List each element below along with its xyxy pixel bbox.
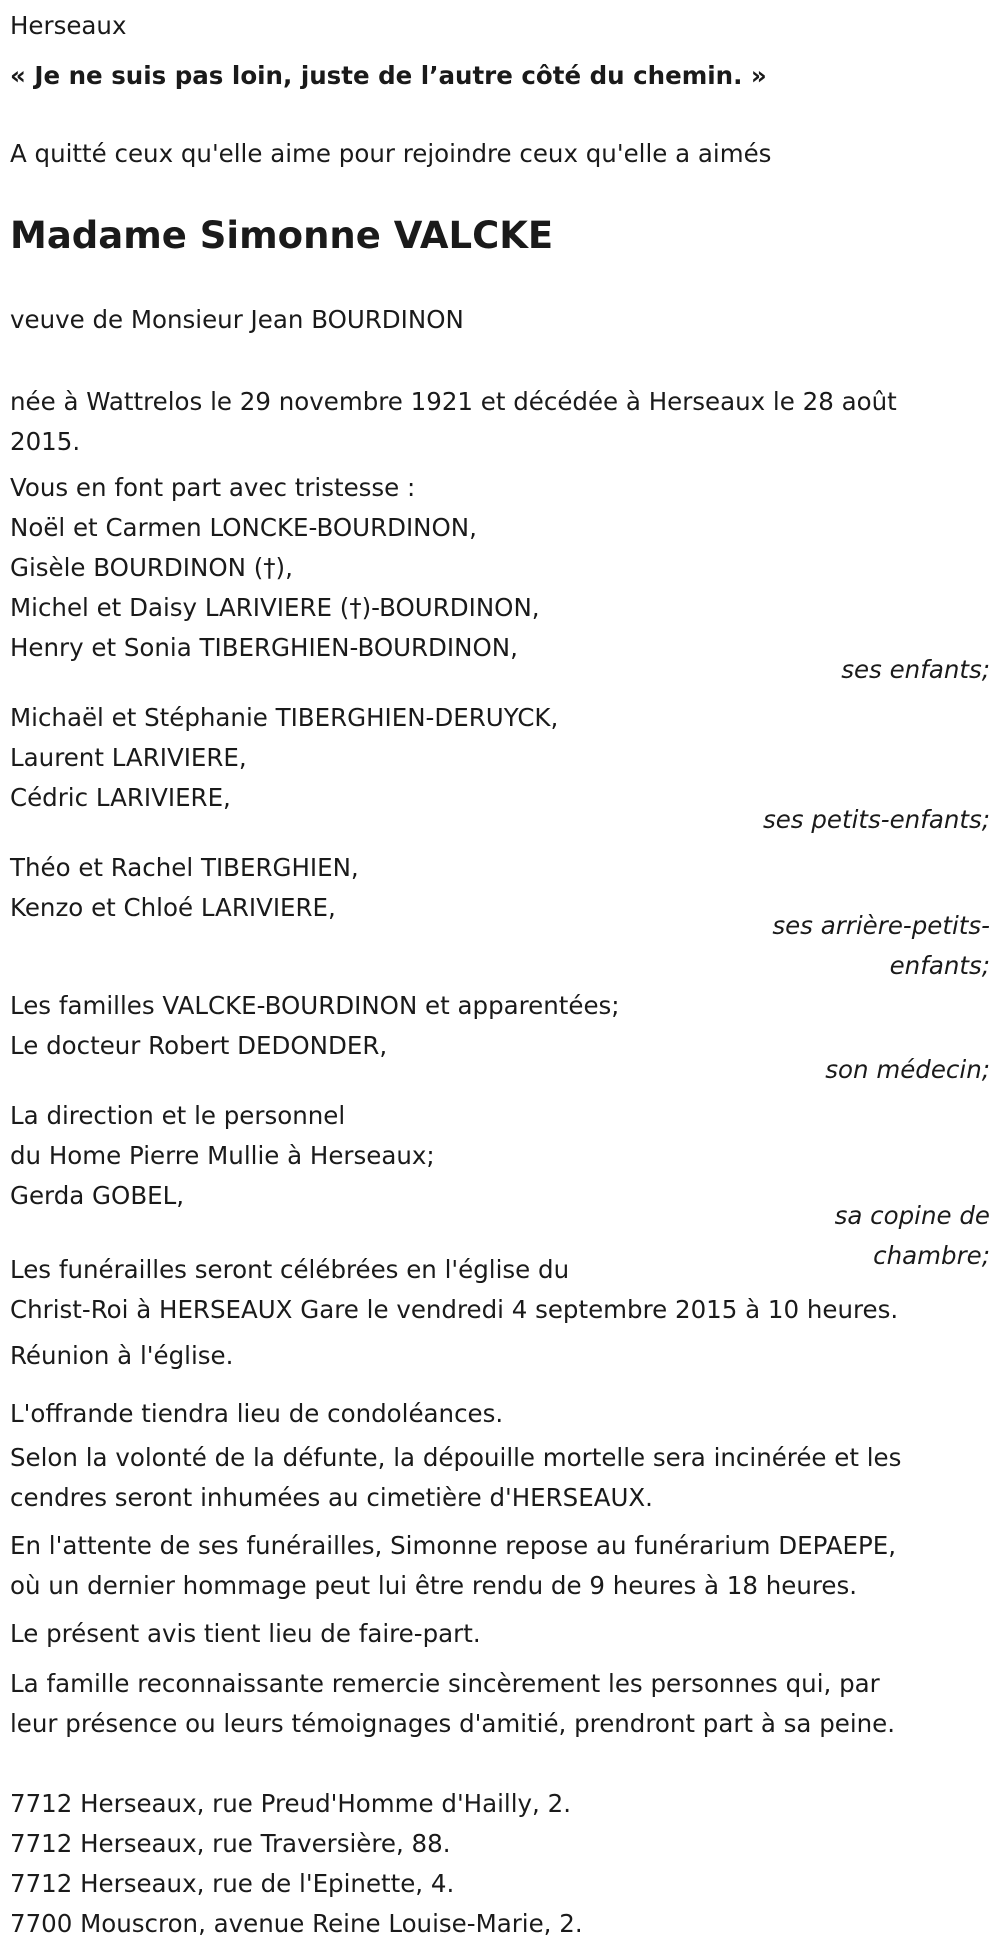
address-line: 7712 Herseaux, rue Traversière, 88. [10,1829,451,1858]
intro: A quitté ceux qu'elle aime pour rejoindre ceux qu'elle a aimés [10,139,772,168]
deceased-name: Madame Simonne VALCKE [10,214,554,257]
list-item: Le docteur Robert DEDONDER, [10,1031,388,1060]
list-item: Les familles VALCKE-BOURDINON et apparentées; [10,991,620,1020]
list-item: Cédric LARIVIERE, [10,783,231,812]
funerarium [10,1526,896,1606]
funerarium-line: où un dernier hommage peut lui être rendu de 9 heures à 18 heures. [10,1571,858,1600]
announcement-intro: Vous en font part avec tristesse : [10,473,416,502]
birth-death-line: née à Wattrelos le 29 novembre 1921 et décédée à Herseaux le 28 août [10,387,897,416]
list-item: La direction et le personnel [10,1101,346,1130]
addresses [10,1784,583,1944]
funerarium-line: En l'attente de ses funérailles, Simonne repose au funérarium DEPAEPE, [10,1531,897,1560]
relation-line: ses arrière-petits- [772,911,990,940]
doctor-relation: son médecin; [825,1055,990,1084]
cremation-line: cendres seront inhumées au cimetière d'HERSEAUX. [10,1483,653,1512]
list-item: Michaël et Stéphanie TIBERGHIEN-DERUYCK, [10,703,559,732]
ceremony-line: Les funérailles seront célébrées en l'église du [10,1255,570,1284]
list-item: Michel et Daisy LARIVIERE (†)-BOURDINON, [10,593,540,622]
great-grandchildren-relation [772,906,990,986]
children-list [10,508,540,668]
address-line: 7712 Herseaux, rue de l'Epinette, 4. [10,1869,455,1898]
relation-line: enfants; [889,951,990,980]
home-list [10,1096,435,1216]
cremation [10,1438,901,1518]
thanks-line: La famille reconnaissante remercie sincèrement les personnes qui, par [10,1669,880,1698]
grandchildren-relation: ses petits-enfants; [762,805,990,834]
address-line: 7700 Mouscron, avenue Reine Louise-Marie, 2. [10,1909,583,1938]
thanks-line: leur présence ou leurs témoignages d'amitié, prendront part à sa peine. [10,1709,896,1738]
birth-death-line: 2015. [10,427,81,456]
list-item: Henry et Sonia TIBERGHIEN-BOURDINON, [10,633,518,662]
children-relation: ses enfants; [841,655,990,684]
great-grandchildren-list [10,848,359,928]
relation-line: sa copine de [834,1201,990,1230]
thanks [10,1664,895,1744]
notice: Le présent avis tient lieu de faire-part. [10,1619,481,1648]
list-item: Kenzo et Chloé LARIVIERE, [10,893,336,922]
ceremony-line: Christ-Roi à HERSEAUX Gare le vendredi 4 septembre 2015 à 10 heures. [10,1295,899,1324]
meeting: Réunion à l'église. [10,1341,234,1370]
grandchildren-list [10,698,558,818]
list-item: Noël et Carmen LONCKE-BOURDINON, [10,513,477,542]
location: Herseaux [10,11,127,40]
relation-line: chambre; [873,1241,990,1270]
quote: « Je ne suis pas loin, juste de l’autre côté du chemin. » [10,61,767,90]
ceremony [10,1250,898,1330]
list-item: Théo et Rachel TIBERGHIEN, [10,853,359,882]
offering: L'offrande tiendra lieu de condoléances. [10,1399,504,1428]
list-item: du Home Pierre Mullie à Herseaux; [10,1141,435,1170]
cremation-line: Selon la volonté de la défunte, la dépouille mortelle sera incinérée et les [10,1443,902,1472]
birth-death [10,382,897,462]
list-item: Gerda GOBEL, [10,1181,185,1210]
list-item: Laurent LARIVIERE, [10,743,247,772]
families-list [10,986,620,1066]
spouse: veuve de Monsieur Jean BOURDINON [10,305,464,334]
address-line: 7712 Herseaux, rue Preud'Homme d'Hailly, 2. [10,1789,571,1818]
list-item: Gisèle BOURDINON (†), [10,553,293,582]
